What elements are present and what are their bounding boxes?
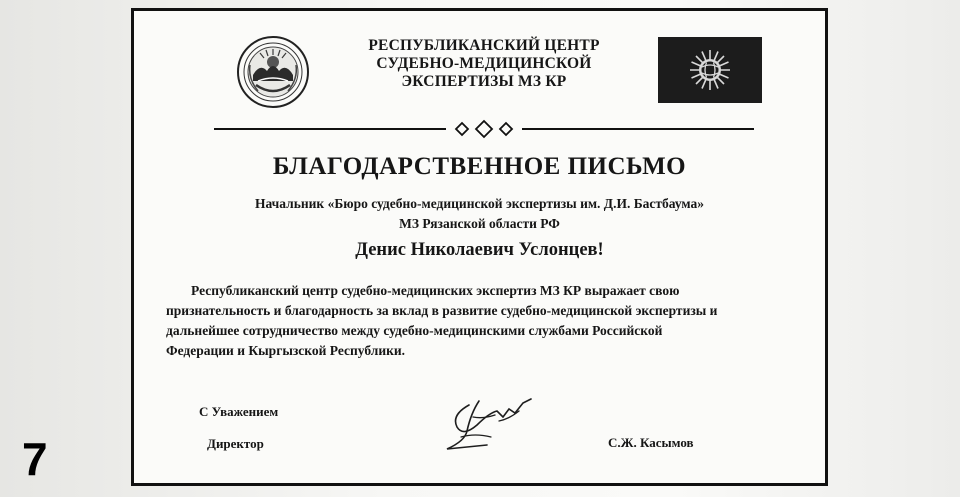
body-line: дальнейшее сотрудничество между судебно-медицинскими службами Российской (166, 323, 663, 338)
letter-body (166, 281, 806, 361)
organization-name-line: РЕСПУБЛИКАНСКИЙ ЦЕНТР (368, 37, 600, 54)
page-number: 7 (22, 433, 48, 485)
sun-icon (688, 48, 732, 92)
recipient-block (134, 194, 825, 234)
ornamental-divider (214, 119, 754, 139)
recipient-line: МЗ Рязанской области РФ (399, 216, 560, 231)
organization-name-line: СУДЕБНО-МЕДИЦИНСКОЙ (376, 55, 592, 72)
signatory-name: С.Ж. Касымов (608, 435, 694, 450)
addressee-name: Денис Николаевич Услонцев! (355, 240, 604, 260)
organization-name-line: ЭКСПЕРТИЗЫ МЗ КР (401, 73, 567, 90)
signer-position: Директор (207, 436, 264, 451)
gratitude-letter (131, 8, 828, 486)
emblem-icon (236, 35, 310, 109)
flag-icon (658, 37, 762, 103)
recipient-line: Начальник «Бюро судебно-медицинской экспертизы им. Д.И. Бастбаума» (254, 196, 705, 211)
signature-icon (439, 393, 539, 453)
closing-regards: С Уважением (199, 404, 279, 419)
organization-header (334, 37, 634, 91)
body-line: признательность и благодарность за вклад в развитие судебно-медицинской экспертизы и (166, 303, 718, 318)
document-title: БЛАГОДАРСТВЕННОЕ ПИСЬМО (272, 153, 687, 180)
body-line: Республиканский центр судебно-медицинских экспертиз МЗ КР выражает свою (191, 283, 680, 298)
body-line: Федерации и Кыргызской Республики. (166, 343, 406, 358)
